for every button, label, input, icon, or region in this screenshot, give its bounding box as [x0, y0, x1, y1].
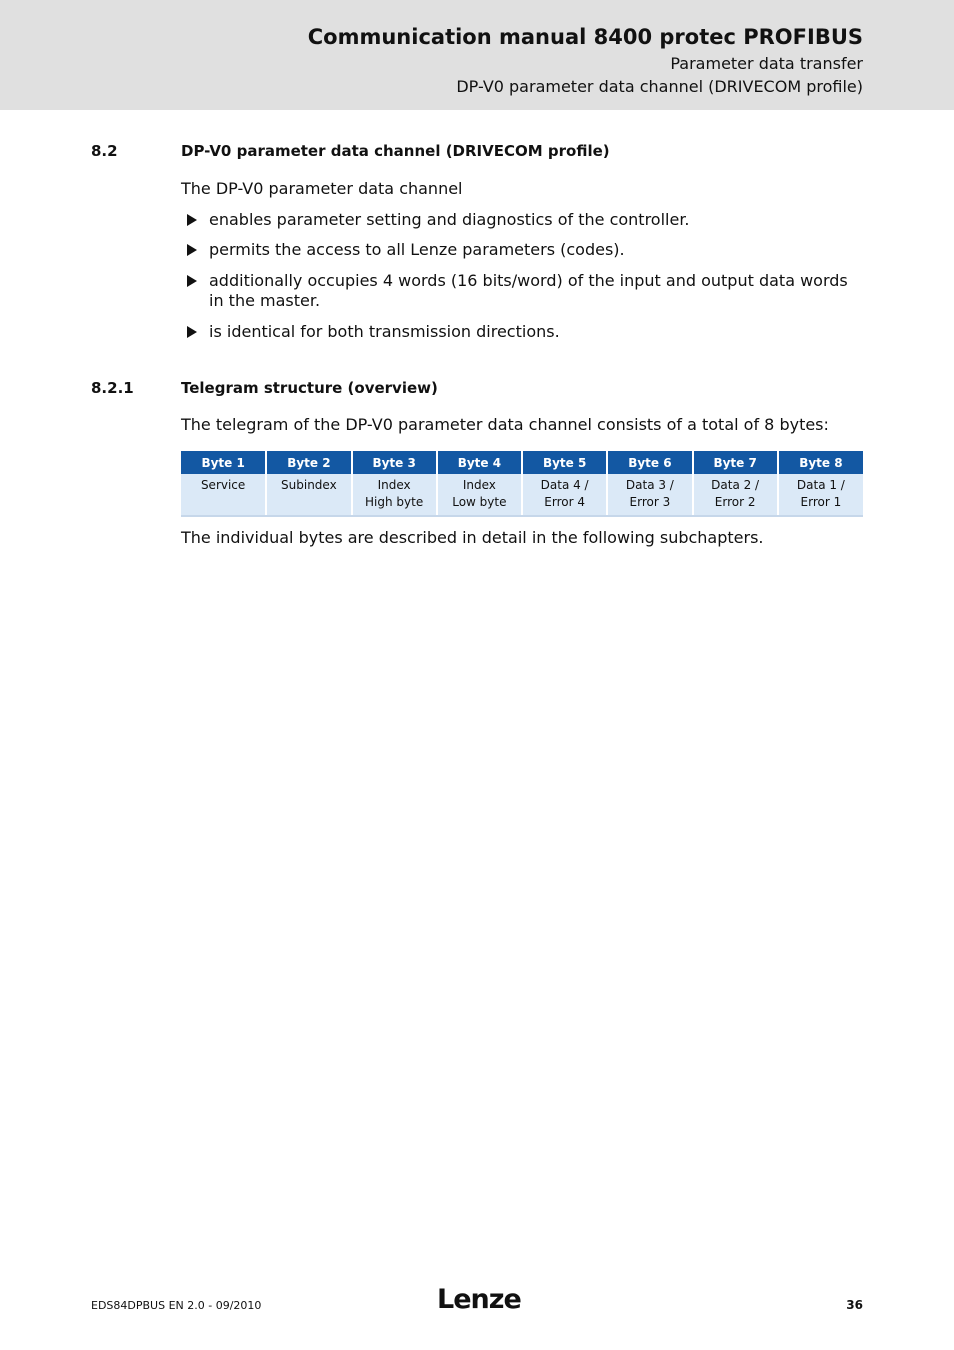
section-heading: DP-V0 parameter data channel (DRIVECOM profile) — [181, 142, 610, 160]
bullet-item: enables parameter setting and diagnostics of the controller. — [187, 210, 863, 230]
table-cell: Subindex — [266, 474, 351, 516]
table-header-cell: Byte 5 — [522, 451, 607, 474]
section-intro: The DP-V0 parameter data channel — [181, 179, 463, 198]
table-cell: Index Low byte — [437, 474, 522, 516]
bullet-arrow-icon — [187, 326, 197, 338]
manual-title: Communication manual 8400 protec PROFIBUS — [307, 25, 863, 49]
table-row — [181, 474, 863, 516]
bullet-item: additionally occupies 4 words (16 bits/word) of the input and output data words in the master. — [187, 271, 863, 311]
page-number: 36 — [846, 1298, 863, 1312]
table-header-cell: Byte 1 — [181, 451, 266, 474]
lenze-logo: Lenze — [437, 1284, 521, 1315]
section-running-title: DP-V0 parameter data channel (DRIVECOM profile) — [456, 77, 863, 96]
table-cell: Data 2 / Error 2 — [693, 474, 778, 516]
table-header-cell: Byte 8 — [778, 451, 863, 474]
table-header-cell: Byte 4 — [437, 451, 522, 474]
subsection-number: 8.2.1 — [91, 379, 134, 397]
table-cell: Data 1 / Error 1 — [778, 474, 863, 516]
chapter-title: Parameter data transfer — [670, 54, 863, 73]
table-cell: Index High byte — [352, 474, 437, 516]
telegram-table — [181, 451, 863, 517]
page-header — [0, 0, 954, 110]
table-header-cell: Byte 3 — [352, 451, 437, 474]
bullet-arrow-icon — [187, 275, 197, 287]
table-header-cell: Byte 7 — [693, 451, 778, 474]
subsection-intro: The telegram of the DP-V0 parameter data channel consists of a total of 8 bytes: — [181, 415, 829, 434]
bullet-arrow-icon — [187, 214, 197, 226]
document-id: EDS84DPBUS EN 2.0 - 09/2010 — [91, 1299, 262, 1312]
bullet-item: is identical for both transmission directions. — [187, 322, 863, 342]
bullet-arrow-icon — [187, 244, 197, 256]
table-cell: Data 4 / Error 4 — [522, 474, 607, 516]
table-cell: Service — [181, 474, 266, 516]
bullet-item: permits the access to all Lenze parameters (codes). — [187, 240, 863, 260]
table-header-cell: Byte 6 — [607, 451, 692, 474]
table-cell: Data 3 / Error 3 — [607, 474, 692, 516]
table-header-cell: Byte 2 — [266, 451, 351, 474]
table-header-row — [181, 451, 863, 474]
subsection-outro: The individual bytes are described in detail in the following subchapters. — [181, 528, 764, 547]
section-number: 8.2 — [91, 142, 118, 160]
subsection-heading: Telegram structure (overview) — [181, 379, 438, 397]
